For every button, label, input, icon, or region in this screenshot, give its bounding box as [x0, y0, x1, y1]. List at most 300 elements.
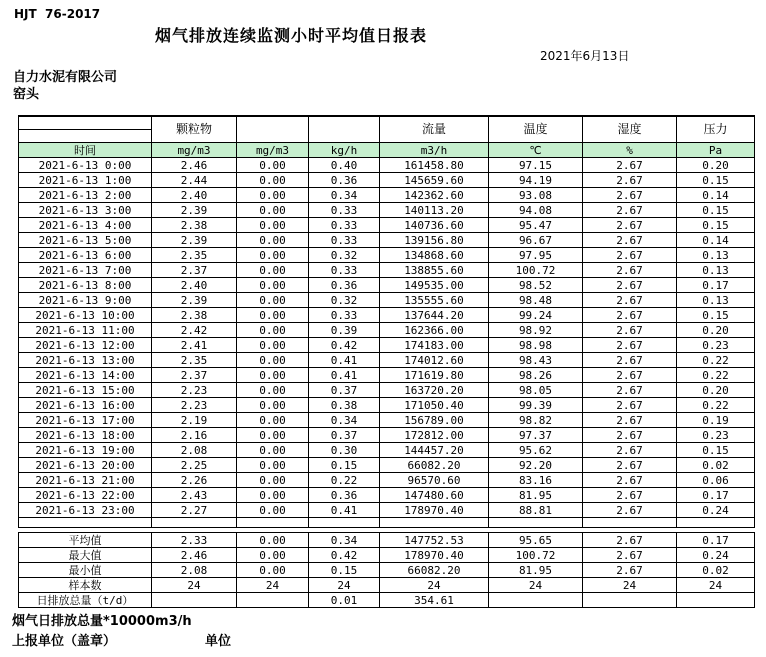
value-cell: 0.00 — [237, 218, 309, 233]
row-label-cell: 2021-6-13 10:00 — [19, 308, 152, 323]
table-row — [19, 383, 755, 398]
value-cell — [237, 593, 309, 608]
value-cell: 0.17 — [677, 278, 755, 293]
table-row — [19, 488, 755, 503]
row-label-cell: 日排放总量（t/d） — [19, 593, 152, 608]
value-cell: 0.33 — [309, 263, 380, 278]
value-cell: 2.40 — [152, 188, 237, 203]
empty-spacer-row — [19, 518, 755, 528]
value-cell: 98.05 — [489, 383, 583, 398]
value-cell: 2.67 — [583, 353, 677, 368]
value-cell: 0.24 — [677, 503, 755, 518]
value-cell: 0.02 — [677, 563, 755, 578]
table-row — [19, 533, 755, 548]
value-cell: 24 — [237, 578, 309, 593]
value-cell: 2.67 — [583, 398, 677, 413]
value-cell: 2.46 — [152, 548, 237, 563]
col-header-pm: 颗粒物 — [152, 116, 237, 143]
value-cell: 0.34 — [309, 188, 380, 203]
table-row — [19, 503, 755, 518]
value-cell: 0.34 — [309, 413, 380, 428]
col-header-humidity: 湿度 — [583, 116, 677, 143]
value-cell: 0.00 — [237, 353, 309, 368]
table-row — [19, 368, 755, 383]
value-cell — [583, 593, 677, 608]
value-cell: 100.72 — [489, 548, 583, 563]
value-cell: 140113.20 — [380, 203, 489, 218]
row-label-cell: 2021-6-13 11:00 — [19, 323, 152, 338]
value-cell: 98.98 — [489, 338, 583, 353]
table-row — [19, 293, 755, 308]
row-label-cell: 2021-6-13 16:00 — [19, 398, 152, 413]
value-cell: 0.15 — [309, 458, 380, 473]
value-cell: 0.22 — [309, 473, 380, 488]
value-cell: 0.00 — [237, 458, 309, 473]
value-cell: 171050.40 — [380, 398, 489, 413]
value-cell: 0.00 — [237, 428, 309, 443]
value-cell: 2.67 — [583, 323, 677, 338]
value-cell: 0.32 — [309, 293, 380, 308]
value-cell: 88.81 — [489, 503, 583, 518]
value-cell: 174012.60 — [380, 353, 489, 368]
value-cell: 2.23 — [152, 383, 237, 398]
unit-cell-flow: m3/h — [380, 143, 489, 158]
table-row — [19, 203, 755, 218]
unit-cell-2: mg/m3 — [237, 143, 309, 158]
value-cell: 163720.20 — [380, 383, 489, 398]
value-cell: 0.42 — [309, 338, 380, 353]
value-cell: 2.67 — [583, 563, 677, 578]
value-cell: 24 — [489, 578, 583, 593]
value-cell: 0.00 — [237, 473, 309, 488]
value-cell: 2.67 — [583, 443, 677, 458]
value-cell: 0.00 — [237, 263, 309, 278]
row-label-cell: 2021-6-13 22:00 — [19, 488, 152, 503]
table-row — [19, 563, 755, 578]
row-label-cell: 2021-6-13 12:00 — [19, 338, 152, 353]
value-cell: 2.67 — [583, 248, 677, 263]
value-cell: 98.52 — [489, 278, 583, 293]
value-cell: 81.95 — [489, 563, 583, 578]
table-row — [19, 173, 755, 188]
value-cell: 95.62 — [489, 443, 583, 458]
value-cell: 66082.20 — [380, 458, 489, 473]
value-cell: 0.00 — [237, 248, 309, 263]
value-cell: 0.00 — [237, 443, 309, 458]
value-cell: 0.02 — [677, 458, 755, 473]
value-cell: 97.95 — [489, 248, 583, 263]
value-cell: 178970.40 — [380, 503, 489, 518]
value-cell: 2.67 — [583, 488, 677, 503]
value-cell: 66082.20 — [380, 563, 489, 578]
unit-cell-pm: mg/m3 — [152, 143, 237, 158]
data-rows — [19, 158, 755, 518]
value-cell: 0.13 — [677, 248, 755, 263]
value-cell: 100.72 — [489, 263, 583, 278]
value-cell: 0.33 — [309, 218, 380, 233]
value-cell: 147480.60 — [380, 488, 489, 503]
value-cell: 0.41 — [309, 503, 380, 518]
col-header-temperature: 温度 — [489, 116, 583, 143]
value-cell: 2.37 — [152, 263, 237, 278]
value-cell: 2.67 — [583, 293, 677, 308]
row-label-cell: 2021-6-13 21:00 — [19, 473, 152, 488]
value-cell: 0.20 — [677, 383, 755, 398]
row-label-cell: 2021-6-13 0:00 — [19, 158, 152, 173]
value-cell: 2.26 — [152, 473, 237, 488]
value-cell: 134868.60 — [380, 248, 489, 263]
value-cell: 0.32 — [309, 248, 380, 263]
table-row — [19, 473, 755, 488]
value-cell: 0.15 — [677, 308, 755, 323]
value-cell: 0.00 — [237, 173, 309, 188]
row-label-cell: 2021-6-13 2:00 — [19, 188, 152, 203]
value-cell: 98.43 — [489, 353, 583, 368]
value-cell: 96570.60 — [380, 473, 489, 488]
value-cell: 99.24 — [489, 308, 583, 323]
table-row — [19, 158, 755, 173]
value-cell — [152, 593, 237, 608]
value-cell: 0.17 — [677, 533, 755, 548]
value-cell: 172812.00 — [380, 428, 489, 443]
value-cell: 92.20 — [489, 458, 583, 473]
value-cell: 0.00 — [237, 563, 309, 578]
value-cell: 83.16 — [489, 473, 583, 488]
value-cell: 0.00 — [237, 533, 309, 548]
row-label-cell: 2021-6-13 1:00 — [19, 173, 152, 188]
table-row — [19, 248, 755, 263]
value-cell: 0.14 — [677, 233, 755, 248]
value-cell: 0.00 — [237, 398, 309, 413]
empty-cell — [489, 518, 583, 528]
value-cell: 2.67 — [583, 413, 677, 428]
value-cell: 140736.60 — [380, 218, 489, 233]
row-label-cell: 2021-6-13 18:00 — [19, 428, 152, 443]
value-cell: 2.67 — [583, 203, 677, 218]
value-cell: 0.33 — [309, 203, 380, 218]
row-label-cell: 2021-6-13 8:00 — [19, 278, 152, 293]
value-cell: 0.00 — [237, 503, 309, 518]
value-cell: 174183.00 — [380, 338, 489, 353]
value-cell: 2.67 — [583, 458, 677, 473]
value-cell: 2.19 — [152, 413, 237, 428]
value-cell: 2.39 — [152, 233, 237, 248]
row-label-cell: 2021-6-13 13:00 — [19, 353, 152, 368]
time-header-cell: 时间 — [19, 143, 152, 158]
value-cell: 2.46 — [152, 158, 237, 173]
unit-cell-temperature: ℃ — [489, 143, 583, 158]
table-row — [19, 428, 755, 443]
table-row — [19, 593, 755, 608]
value-cell: 0.20 — [677, 158, 755, 173]
company-name: 自力水泥有限公司 — [13, 70, 118, 85]
value-cell: 149535.00 — [380, 278, 489, 293]
value-cell: 0.41 — [309, 368, 380, 383]
value-cell: 2.25 — [152, 458, 237, 473]
value-cell: 81.95 — [489, 488, 583, 503]
table-row — [19, 458, 755, 473]
value-cell: 2.67 — [583, 473, 677, 488]
summary-table — [18, 532, 755, 608]
row-label-cell: 2021-6-13 17:00 — [19, 413, 152, 428]
stack-name: 窑头 — [13, 87, 40, 102]
value-cell: 2.67 — [583, 233, 677, 248]
value-cell: 2.08 — [152, 563, 237, 578]
col-header-flow: 流量 — [380, 116, 489, 143]
value-cell: 0.13 — [677, 263, 755, 278]
value-cell: 24 — [583, 578, 677, 593]
value-cell: 0.17 — [677, 488, 755, 503]
value-cell: 0.15 — [677, 173, 755, 188]
table-unit-row — [19, 143, 755, 158]
value-cell: 2.67 — [583, 218, 677, 233]
value-cell: 2.67 — [583, 548, 677, 563]
value-cell: 0.19 — [677, 413, 755, 428]
value-cell: 24 — [152, 578, 237, 593]
table-row — [19, 188, 755, 203]
value-cell: 0.00 — [237, 188, 309, 203]
value-cell: 97.15 — [489, 158, 583, 173]
value-cell: 24 — [309, 578, 380, 593]
value-cell: 0.33 — [309, 233, 380, 248]
value-cell: 2.38 — [152, 308, 237, 323]
row-label-cell: 样本数 — [19, 578, 152, 593]
table-row — [19, 263, 755, 278]
value-cell: 0.40 — [309, 158, 380, 173]
table-row — [19, 233, 755, 248]
value-cell: 94.19 — [489, 173, 583, 188]
row-label-cell: 2021-6-13 23:00 — [19, 503, 152, 518]
value-cell: 0.15 — [677, 443, 755, 458]
value-cell: 0.01 — [309, 593, 380, 608]
table-row — [19, 578, 755, 593]
monitoring-table — [18, 115, 755, 528]
value-cell: 0.38 — [309, 398, 380, 413]
summary-rows — [19, 533, 755, 608]
value-cell: 2.39 — [152, 203, 237, 218]
value-cell: 0.22 — [677, 398, 755, 413]
report-unit-label: 上报单位（盖章） — [12, 634, 117, 649]
value-cell: 2.35 — [152, 353, 237, 368]
table-row — [19, 548, 755, 563]
empty-cell — [19, 518, 152, 528]
value-cell: 2.42 — [152, 323, 237, 338]
value-cell: 135555.60 — [380, 293, 489, 308]
value-cell: 0.14 — [677, 188, 755, 203]
unit-cell-pressure: Pa — [677, 143, 755, 158]
empty-cell — [380, 518, 489, 528]
page-title: 烟气排放连续监测小时平均值日报表 — [155, 26, 428, 45]
emission-total-note: 烟气日排放总量*10000m3/h — [12, 614, 192, 629]
value-cell — [677, 593, 755, 608]
value-cell: 2.67 — [583, 503, 677, 518]
header-corner-cell — [19, 116, 152, 143]
value-cell: 0.00 — [237, 203, 309, 218]
value-cell: 0.39 — [309, 323, 380, 338]
value-cell: 144457.20 — [380, 443, 489, 458]
value-cell: 0.00 — [237, 368, 309, 383]
value-cell: 0.00 — [237, 233, 309, 248]
value-cell: 0.30 — [309, 443, 380, 458]
value-cell: 0.00 — [237, 548, 309, 563]
value-cell: 0.22 — [677, 353, 755, 368]
table-row — [19, 413, 755, 428]
value-cell: 0.13 — [677, 293, 755, 308]
unit-cell-3: kg/h — [309, 143, 380, 158]
value-cell: 0.33 — [309, 308, 380, 323]
value-cell: 0.15 — [677, 203, 755, 218]
value-cell: 0.20 — [677, 323, 755, 338]
value-cell: 2.67 — [583, 158, 677, 173]
value-cell: 0.00 — [237, 278, 309, 293]
row-label-cell: 2021-6-13 6:00 — [19, 248, 152, 263]
value-cell: 138855.60 — [380, 263, 489, 278]
value-cell: 2.67 — [583, 188, 677, 203]
value-cell: 0.00 — [237, 308, 309, 323]
value-cell: 2.67 — [583, 368, 677, 383]
value-cell: 2.67 — [583, 173, 677, 188]
unit-cell-humidity: % — [583, 143, 677, 158]
value-cell: 2.27 — [152, 503, 237, 518]
header-corner-top — [19, 117, 151, 130]
unit-label: 单位 — [205, 634, 232, 649]
value-cell: 24 — [677, 578, 755, 593]
row-label-cell: 2021-6-13 14:00 — [19, 368, 152, 383]
value-cell: 0.00 — [237, 338, 309, 353]
value-cell: 0.00 — [237, 383, 309, 398]
value-cell: 2.67 — [583, 338, 677, 353]
value-cell: 2.67 — [583, 308, 677, 323]
table-row — [19, 323, 755, 338]
table-row — [19, 308, 755, 323]
empty-cell — [309, 518, 380, 528]
table-row — [19, 338, 755, 353]
value-cell: 137644.20 — [380, 308, 489, 323]
value-cell: 0.23 — [677, 338, 755, 353]
value-cell: 0.15 — [309, 563, 380, 578]
value-cell: 0.00 — [237, 413, 309, 428]
value-cell: 98.92 — [489, 323, 583, 338]
value-cell: 2.37 — [152, 368, 237, 383]
header-corner-bottom — [19, 130, 151, 142]
value-cell: 93.08 — [489, 188, 583, 203]
table-row — [19, 398, 755, 413]
row-label-cell: 2021-6-13 19:00 — [19, 443, 152, 458]
value-cell: 0.37 — [309, 383, 380, 398]
value-cell — [489, 593, 583, 608]
row-label-cell: 2021-6-13 7:00 — [19, 263, 152, 278]
value-cell: 0.24 — [677, 548, 755, 563]
value-cell: 95.47 — [489, 218, 583, 233]
value-cell: 0.23 — [677, 428, 755, 443]
value-cell: 99.39 — [489, 398, 583, 413]
table-row — [19, 218, 755, 233]
value-cell: 2.67 — [583, 383, 677, 398]
value-cell: 2.67 — [583, 428, 677, 443]
value-cell: 2.23 — [152, 398, 237, 413]
value-cell: 142362.60 — [380, 188, 489, 203]
table-header-group-row — [19, 116, 755, 143]
col-header-blank-1 — [237, 116, 309, 143]
table-row — [19, 443, 755, 458]
value-cell: 98.26 — [489, 368, 583, 383]
value-cell: 156789.00 — [380, 413, 489, 428]
value-cell: 0.34 — [309, 533, 380, 548]
value-cell: 98.82 — [489, 413, 583, 428]
value-cell: 95.65 — [489, 533, 583, 548]
value-cell: 0.06 — [677, 473, 755, 488]
value-cell: 24 — [380, 578, 489, 593]
col-header-pressure: 压力 — [677, 116, 755, 143]
value-cell: 2.67 — [583, 278, 677, 293]
value-cell: 2.41 — [152, 338, 237, 353]
value-cell: 2.08 — [152, 443, 237, 458]
value-cell: 2.67 — [583, 533, 677, 548]
value-cell: 147752.53 — [380, 533, 489, 548]
value-cell: 0.00 — [237, 293, 309, 308]
row-label-cell: 平均值 — [19, 533, 152, 548]
value-cell: 0.41 — [309, 353, 380, 368]
value-cell: 2.40 — [152, 278, 237, 293]
value-cell: 0.37 — [309, 428, 380, 443]
value-cell: 2.16 — [152, 428, 237, 443]
value-cell: 0.36 — [309, 173, 380, 188]
value-cell: 178970.40 — [380, 548, 489, 563]
standard-number: HJT 76-2017 — [14, 7, 101, 21]
value-cell: 97.37 — [489, 428, 583, 443]
value-cell: 98.48 — [489, 293, 583, 308]
value-cell: 2.35 — [152, 248, 237, 263]
table-row — [19, 278, 755, 293]
table-row — [19, 353, 755, 368]
row-label-cell: 最小值 — [19, 563, 152, 578]
value-cell: 2.67 — [583, 263, 677, 278]
empty-cell — [237, 518, 309, 528]
value-cell: 145659.60 — [380, 173, 489, 188]
empty-cell — [677, 518, 755, 528]
value-cell: 0.22 — [677, 368, 755, 383]
row-label-cell: 2021-6-13 20:00 — [19, 458, 152, 473]
row-label-cell: 最大值 — [19, 548, 152, 563]
value-cell: 0.36 — [309, 278, 380, 293]
value-cell: 2.44 — [152, 173, 237, 188]
value-cell: 161458.80 — [380, 158, 489, 173]
report-date: 2021年6月13日 — [540, 49, 630, 63]
row-label-cell: 2021-6-13 5:00 — [19, 233, 152, 248]
value-cell: 0.00 — [237, 158, 309, 173]
value-cell: 354.61 — [380, 593, 489, 608]
value-cell: 0.42 — [309, 548, 380, 563]
value-cell: 2.43 — [152, 488, 237, 503]
value-cell: 171619.80 — [380, 368, 489, 383]
empty-cell — [152, 518, 237, 528]
value-cell: 96.67 — [489, 233, 583, 248]
value-cell: 0.00 — [237, 488, 309, 503]
empty-cell — [583, 518, 677, 528]
col-header-blank-2 — [309, 116, 380, 143]
row-label-cell: 2021-6-13 3:00 — [19, 203, 152, 218]
row-label-cell: 2021-6-13 9:00 — [19, 293, 152, 308]
row-label-cell: 2021-6-13 4:00 — [19, 218, 152, 233]
value-cell: 94.08 — [489, 203, 583, 218]
value-cell: 162366.00 — [380, 323, 489, 338]
value-cell: 2.39 — [152, 293, 237, 308]
value-cell: 2.33 — [152, 533, 237, 548]
value-cell: 139156.80 — [380, 233, 489, 248]
value-cell: 2.38 — [152, 218, 237, 233]
row-label-cell: 2021-6-13 15:00 — [19, 383, 152, 398]
value-cell: 0.36 — [309, 488, 380, 503]
